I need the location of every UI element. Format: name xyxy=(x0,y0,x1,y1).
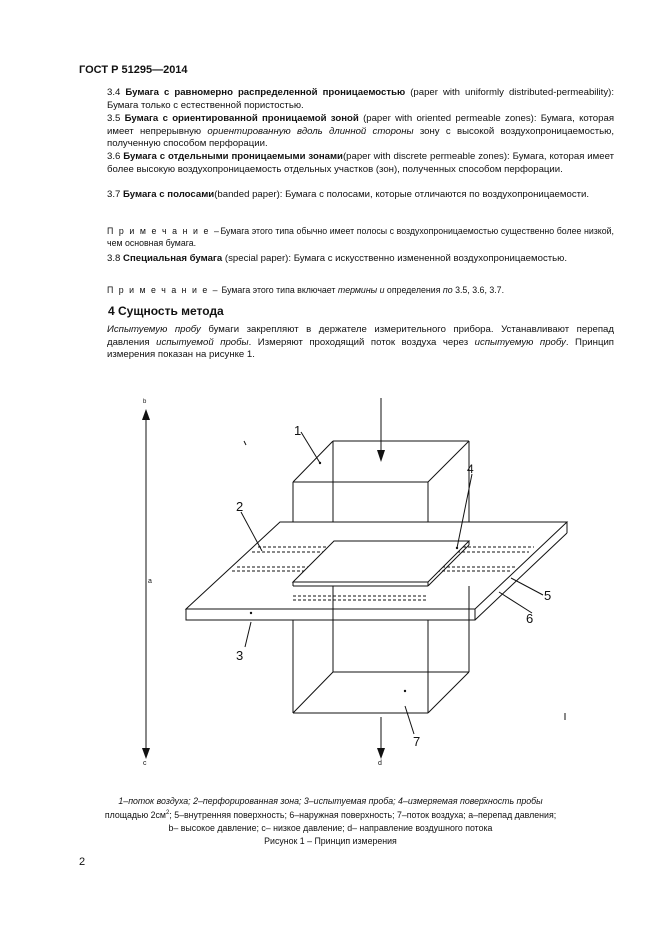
label-7: 7 xyxy=(413,734,421,749)
flow-direction-arrow xyxy=(377,748,385,759)
label-c: c xyxy=(143,760,147,767)
label-2: 2 xyxy=(236,499,244,514)
page-number: 2 xyxy=(79,856,86,868)
arrow-down-c xyxy=(142,748,150,759)
label-b: b xyxy=(143,399,147,405)
label-1: 1 xyxy=(294,423,302,438)
air-flow-arrow xyxy=(377,450,385,462)
label-4: 4 xyxy=(467,462,474,476)
figure-title: Рисунок 1 – Принцип измерения xyxy=(264,836,397,846)
document-header: ГОСТ Р 51295—2014 xyxy=(79,64,188,76)
item-3-7: 3.7 Бумага с полосами(banded paper): Бумага с полосами, которые отличаются по воздухопроницаемости. xyxy=(107,189,590,200)
label-6: 6 xyxy=(526,611,534,626)
item-3-8: 3.8 Специальная бумага (special paper): Бумага с искусственно измененной воздухопроницаемостью. xyxy=(107,253,567,264)
item-3-6: 3.6 Бумага с отдельными проницаемыми зонами(paper with discrete permeable zones): Бумага, которая имеет более высокую воздухопроницаемость отдельных участков (зон), полученных способом перфорации. xyxy=(107,151,615,175)
arrow-up-b xyxy=(142,409,150,420)
section-heading: 4 Сущность метода xyxy=(108,304,224,318)
figure-legend: 1–поток воздуха; 2–перфорированная зона; 3–испытуемая проба; 4–измеряемая поверхность пробы площадью $2см^2$; 5–внутренняя поверхность; 6–наружная поверхность; 7–поток воздуха; a–перепад давления; b– высокое давление; c– низкое давление; d– направление воздушного потока xyxy=(104,796,557,833)
label-3: 3 xyxy=(236,648,244,663)
item-3-4: 3.4 Бумага с равномерно распределенной проницаемостью (paper with uniformly distributed-permeability): Бумага только с естественной пористостью. xyxy=(107,87,615,111)
label-d: d xyxy=(378,760,382,767)
note-1: П р и м е ч а н и е –Бумага этого типа обычно имеет полосы с воздухопроницаемостью существенно более низкой, чем основная бумага. xyxy=(107,226,615,248)
label-5: 5 xyxy=(544,588,552,603)
note-2: П р и м е ч а н и е – Бумага этого типа включает термины и определения по 3.5, 3.6, 3.7. xyxy=(107,285,505,295)
label-a: a xyxy=(148,578,152,585)
section-paragraph: Испытуемую пробу бумаги закрепляют в держателе измерительного прибора. Устанавливают перепад давления испытуемой пробы. Измеряют проходящий поток воздуха через испытуемую пробу. Принцип измерения показан на рисунке 1. xyxy=(107,324,614,361)
item-3-5: 3.5 Бумага с ориентированной проницаемой зоной (paper with oriented permeable zones): Бумага, которая имеет непрерывную ориентированную вдоль длинной стороны зону с высокой воздухопроницаемостью, полученную способом перфорации. xyxy=(107,113,615,150)
